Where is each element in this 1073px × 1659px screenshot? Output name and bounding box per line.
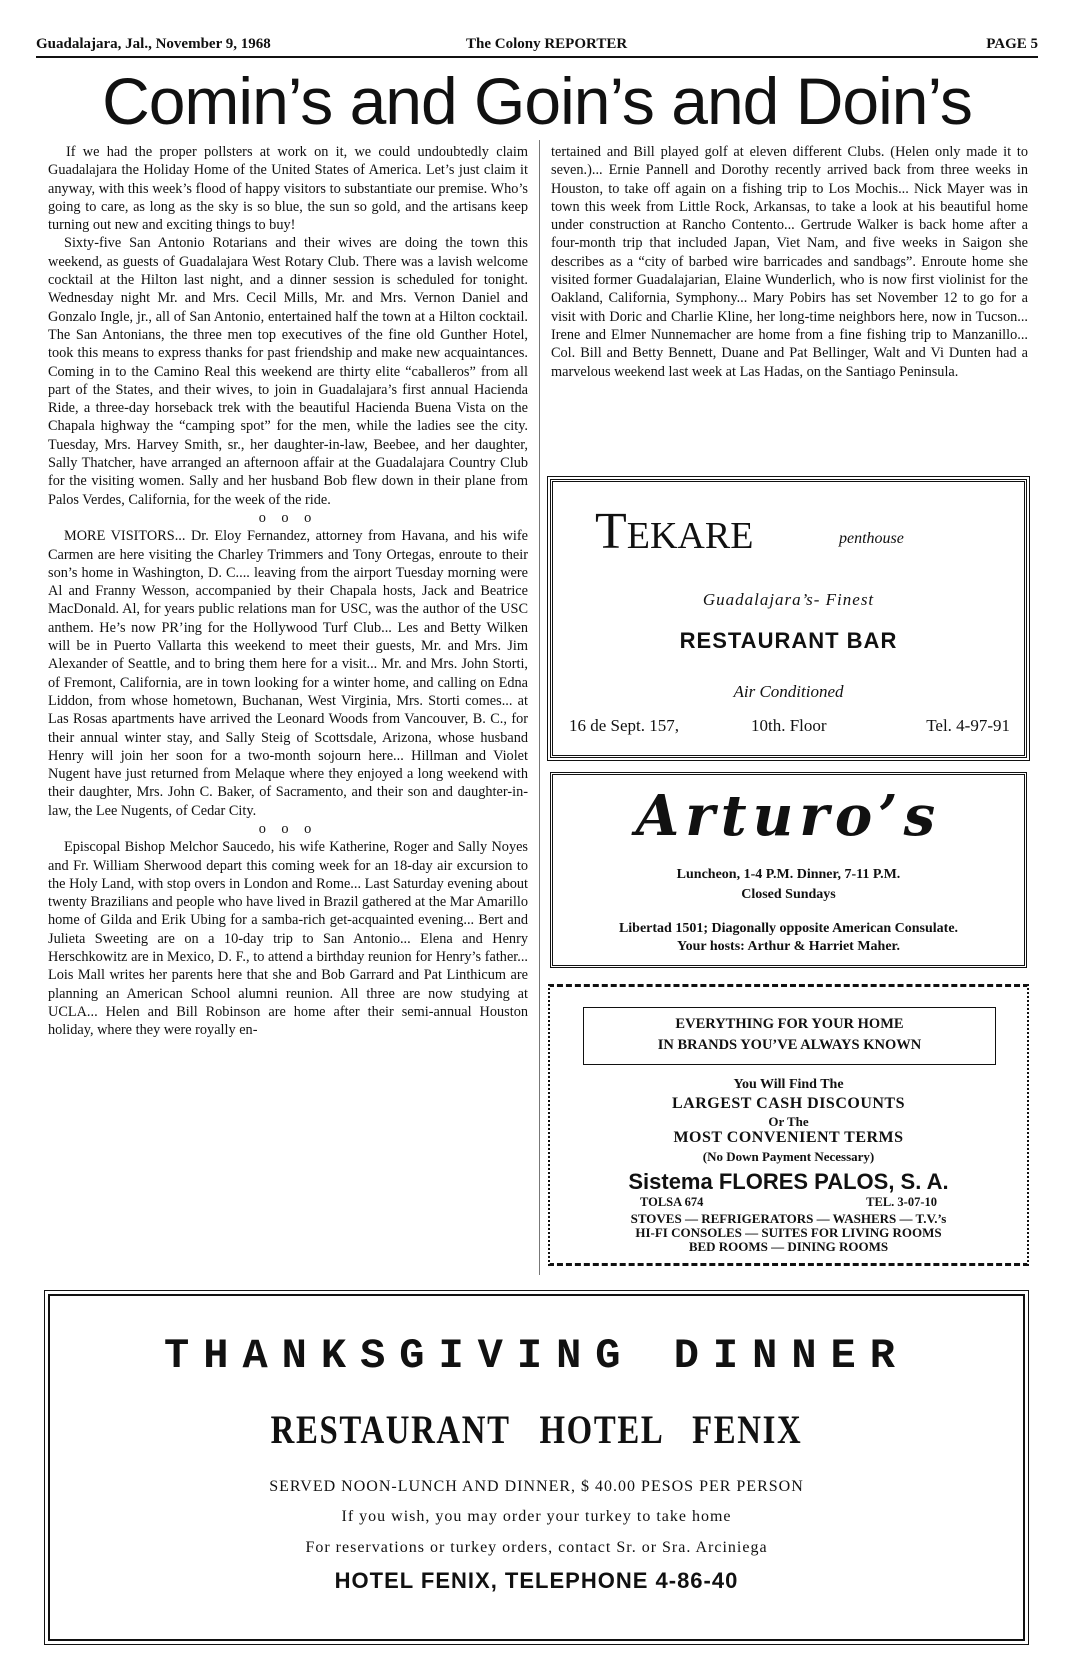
thanksgiving-advertisement bbox=[48, 1294, 1025, 1641]
tekare-logo-initial: T bbox=[595, 503, 627, 560]
arturos-hours: Luncheon, 1-4 P.M. Dinner, 7-11 P.M. bbox=[676, 867, 901, 882]
masthead-page-number: PAGE 5 bbox=[986, 36, 1038, 52]
flores-box-line: EVERYTHING FOR YOUR HOME bbox=[675, 1016, 904, 1032]
tekare-telephone: Tel. 4-97-91 bbox=[926, 716, 1010, 735]
tekare-amenity: Air Conditioned bbox=[733, 682, 844, 701]
column-divider bbox=[539, 140, 540, 1275]
thanksgiving-contact-line: For reservations or turkey orders, contact Sr. or Sra. Arciniega bbox=[305, 1539, 768, 1556]
flores-product-line: BED ROOMS — DINING ROOMS bbox=[688, 1239, 889, 1254]
tekare-category: RESTAURANT BAR bbox=[679, 628, 898, 653]
arturos-address: Libertad 1501; Diagonally opposite American Consulate. bbox=[618, 921, 959, 936]
article-paragraph: MORE VISITORS... Dr. Eloy Fernandez, attorney from Havana, and his wife Carmen are here visiting the Charley Trimmers and Tony Ortegas, enroute to their son’s home in Washington, D. C.... leaving from the airport Tuesday morning were Al and Franny Wesson, accompanied by their Chapala hosts, Jack and Beatrice MacDonald. Al, for years public relations man for USC, was the author of the USC anthem. He’s now PR’ing for the Hollywood Turf Club... Les and Betty Wilken will be in Puerto Vallarta this weekend to meet their guests, Mr. and Mrs. Jim Alexander of Seattle, and to bring them here for a visit... Mr. and Mrs. John Storti, of Fremont, California, are in town looking for a winter home, and calling on Edna Liddon, from whose hometown, Buchanan, West Virginia, Mrs. Storti comes... at Las Rosas apartments have arrived the Leonard Woods from Vancouver, B. C., for their annual winter stay, and Sally Steig of Scottsdale, Arizona, whose husband Henry will join her soon for a two-month sojourn here... Hillman and Violet Nugent have just returned from Melaque where they enjoyed a long weekend with their daughter, Mrs. John C. Baker, of Sacramento, and their son and daughter-in-law, the Lee Nugents, of Cedar City. bbox=[48, 528, 528, 819]
thanksgiving-takeaway-line: If you wish, you may order your turkey to take home bbox=[341, 1508, 732, 1525]
tekare-address: 16 de Sept. 157, bbox=[569, 716, 680, 735]
tekare-penthouse: penthouse bbox=[839, 530, 904, 547]
arturos-logo: Arturo’s bbox=[635, 783, 942, 849]
tekare-advertisement bbox=[550, 479, 1027, 758]
page-headline: Comin’s and Goin’s and Doin’s bbox=[102, 64, 972, 138]
flores-line: Or The bbox=[768, 1114, 809, 1129]
article-paragraph: Episcopal Bishop Melchor Saucedo, his wife Katherine, Roger and Sally Noyes and Fr. William Sherwood depart this coming week for an 18-day air excursion to the Holy Land, with stop overs in London and Rome... Last Saturday evening about twenty Brazilians and people who have lived in Brazil gathered at the Mar Amarillo home of Gilda and Erik Ubing for a samba-rich get-acquainted evening... Bert and Julieta Sweeting are on a 10-day trip to San Antonio... Elena and Henry Herschkowitz are in Mexico, D. F., to attend a birthday reunion for Henry’s father... Lois Mall writes her parents here that she and Bob Garrard and Pat Linthicum are planning an American School alumni reunion. All three are now studying at UCLA... Helen and Bill Robinson are home after their semi-annual Houston holiday, where they were royally en- bbox=[48, 839, 528, 1039]
article-paragraph: If we had the proper pollsters at work on it, we could undoubtedly claim Guadalajara the Holiday Home of the United States of America. Let’s just claim it anyway, with this week’s flood of happy visitors to substantiate our premise. Who’s going to care, as long as the sky is so blue, the sun so gold, and the artisans keep turning out new and exciting things to buy! bbox=[48, 144, 528, 234]
article-column-left bbox=[48, 143, 528, 1040]
article-column-right bbox=[551, 143, 1028, 381]
tekare-floor: 10th. Floor bbox=[751, 716, 827, 735]
tekare-logo-rest: EKARE bbox=[626, 515, 754, 557]
arturos-closed-days: Closed Sundays bbox=[741, 887, 836, 902]
flores-headline-box bbox=[583, 1007, 996, 1065]
arturos-hosts: Your hosts: Arthur & Harriet Maher. bbox=[677, 939, 900, 954]
thanksgiving-price-line: SERVED NOON-LUNCH AND DINNER, $ 40.00 PESOS PER PERSON bbox=[269, 1478, 804, 1495]
thanksgiving-telephone: HOTEL FENIX, TELEPHONE 4-86-40 bbox=[334, 1568, 739, 1593]
flores-line: LARGEST CASH DISCOUNTS bbox=[672, 1095, 905, 1112]
flores-line: You Will Find The bbox=[733, 1077, 844, 1092]
flores-palos-advertisement bbox=[548, 984, 1029, 1266]
arturos-advertisement bbox=[550, 772, 1027, 968]
masthead-paper-name: The Colony REPORTER bbox=[466, 36, 628, 52]
article-paragraph: tertained and Bill played golf at eleven different Clubs. (Helen only made it to seven.)... Ernie Pannell and Dorothy recently arrived back from three weeks in Houston, to take off again on a fishing trip to Los Mochis... Nick Mayer was in town this week from Little Rock, Arkansas, to take a look at his beautiful home under construction at Rancho Contento... Gertrude Walker is back home after a four-month trip that included Japan, Viet Nam, and five weeks in Saigon she describes as a “city of barbed wire barricades and sandbags”. Enroute home she visited former Guadalajarian, Elaine Wunderlich, who is now first violinist for the Oakland, California, Symphony... Mary Pobirs has set November 12 to go for a visit with Doric and Charlie Kline, her long-time neighbors here, now in Tucson... Irene and Elmer Nunnemacher are home from a fine fishing trip to Manzanillo... Col. Bill and Betty Bennett, Duane and Pat Bellinger, Walt and Vi Dunten had a marvelous weekend last week at Las Hadas, on the Santiago Peninsula. bbox=[551, 144, 1028, 380]
article-paragraph: Sixty-five San Antonio Rotarians and their wives are doing the town this weekend, as guests of Guadalajara West Rotary Club. There was a lavish welcome cocktail at the Hilton last night, and a dinner session is scheduled for tonight. Wednesday night Mr. and Mrs. Cecil Mills, Mr. and Mrs. Vernon Daniel and Gonzalo Ingle, jr., all of San Antonio, entertained half the town at a Hilton cocktail. The San Antonians, the three men top executives of the fine old Gunther Hotel, took this means to express thanks for past friendship and make new acquaintances. Coming in to the Camino Real this weekend are thirty elite “caballeros” from all part of the States, and their wives, to join in Guadalajara’s first annual Hacienda Ride, a three-day horseback trek with the beautiful Hacienda Buena Vista on the Chapala highway the “camping spot” for the men, while the ladies see the city. Tuesday, Mrs. Harvey Smith, sr., her daughter-in-law, Beebee, and her daughter, Sally Thatcher, have arranged an afternoon affair at the Guadalajara Country Club for the visiting women. Sally and her husband Bob flew down in their plane from Palos Verdes, California, for the week of the ride. bbox=[48, 235, 528, 508]
flores-product-line: STOVES — REFRIGERATORS — WASHERS — T.V.’s bbox=[630, 1211, 947, 1226]
flores-brand: Sistema FLORES PALOS, S. A. bbox=[628, 1169, 949, 1194]
tekare-tagline: Guadalajara’s- Finest bbox=[702, 590, 875, 609]
masthead-dateline: Guadalajara, Jal., November 9, 1968 bbox=[36, 36, 271, 52]
masthead bbox=[36, 34, 1038, 58]
section-separator: o o o bbox=[258, 820, 318, 837]
thanksgiving-title: THANKSGIVING DINNER bbox=[164, 1332, 909, 1380]
section-separator: o o o bbox=[258, 509, 318, 526]
flores-line: (No Down Payment Necessary) bbox=[702, 1149, 875, 1164]
flores-box-line: IN BRANDS YOU’VE ALWAYS KNOWN bbox=[657, 1037, 922, 1053]
flores-telephone: TEL. 3-07-10 bbox=[866, 1195, 937, 1209]
flores-product-line: HI-FI CONSOLES — SUITES FOR LIVING ROOMS bbox=[635, 1225, 942, 1240]
thanksgiving-restaurant-name: RESTAURANT HOTEL FENIX bbox=[270, 1407, 803, 1452]
flores-address: TOLSA 674 bbox=[640, 1195, 704, 1209]
tekare-logo bbox=[595, 504, 753, 564]
flores-line: MOST CONVENIENT TERMS bbox=[673, 1129, 904, 1146]
